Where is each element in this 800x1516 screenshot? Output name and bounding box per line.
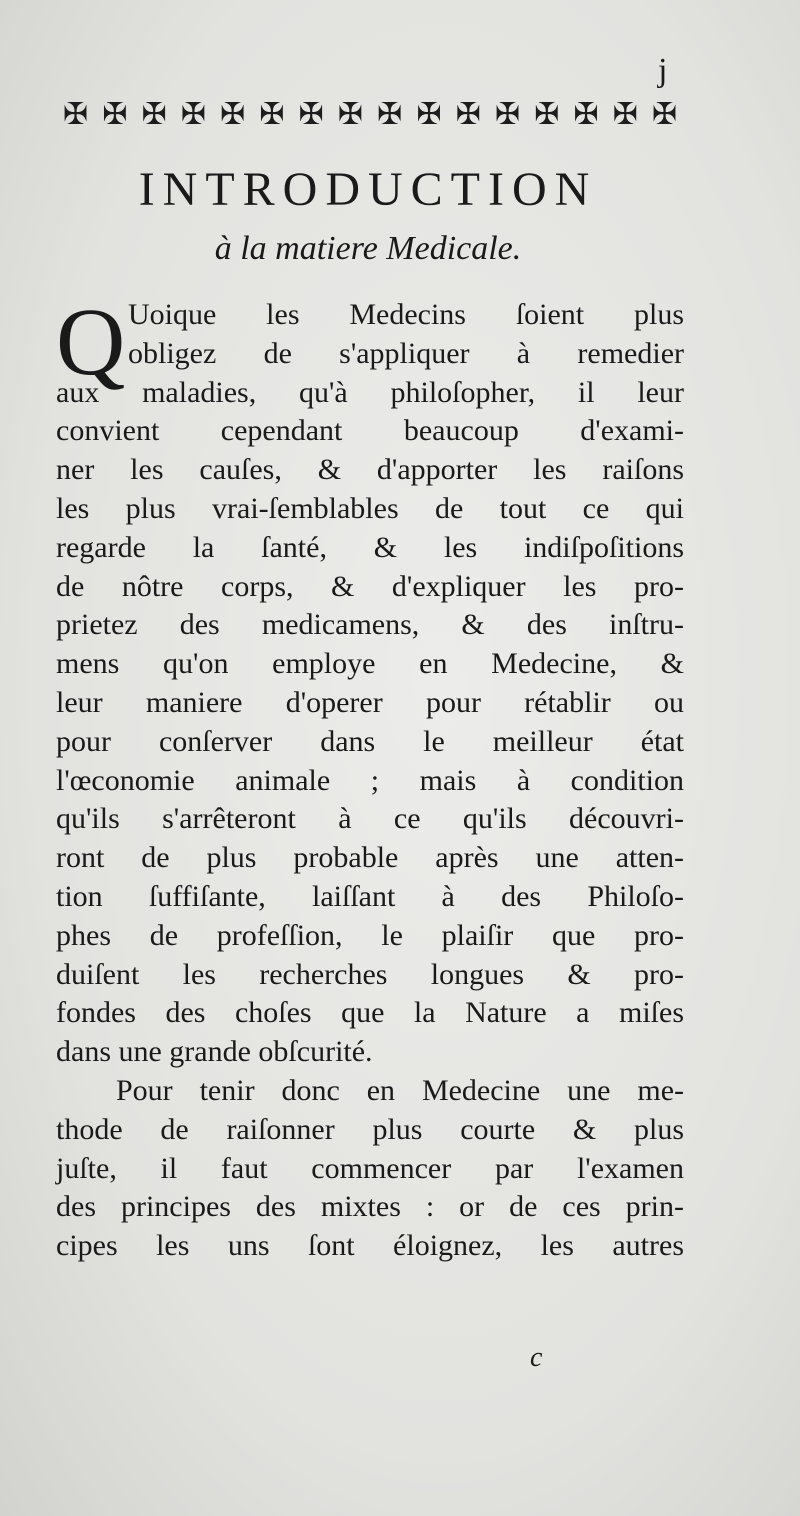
text-line: cipes les uns ſont éloignez, les autres (56, 1229, 684, 1263)
text-line: thode de raiſonner plus courte & plus (56, 1112, 684, 1146)
ornamental-band (56, 98, 684, 132)
text-line: juſte, il faut commencer par l'examen (56, 1151, 684, 1185)
ornament-icon: ✠ (612, 97, 638, 132)
text-line: regarde la ſanté, & les indiſpoſitions (56, 530, 684, 564)
text-line: les plus vrai-ſemblables de tout ce qui (56, 491, 684, 525)
text-line: Uoique les Medecins ſoient plus (128, 298, 684, 331)
ornament-icon: ✠ (102, 97, 128, 132)
text-line: phes de profeſſion, le plaiſir que pro- (56, 918, 684, 952)
text-line: prietez des medicamens, & des inſtru- (56, 608, 684, 642)
text-line: qu'ils s'arrêteront à ce qu'ils découvri- (56, 802, 684, 836)
ornament-icon: ✠ (62, 97, 89, 132)
body-text (56, 288, 684, 1266)
text-line: tion ſuffiſante, laiſſant à des Philoſo- (56, 879, 684, 913)
ornament-icon: ✠ (455, 97, 481, 132)
page-title: INTRODUCTION (138, 163, 598, 216)
text-line: ner les cauſes, & d'apporter les raiſons (56, 453, 684, 487)
text-line: aux maladies, qu'à philoſopher, il leur (56, 375, 684, 409)
ornament-icon: ✠ (494, 97, 520, 132)
text-line: ront de plus probable après une atten- (56, 841, 684, 875)
ornament-icon: ✠ (219, 97, 246, 132)
text-line: l'œconomie animale ; mais à condition (56, 763, 684, 797)
text-line: obligez de s'appliquer à remedier (128, 336, 684, 370)
text-line: duiſent les recherches longues & pro- (56, 957, 684, 991)
catchword: c (530, 1342, 543, 1373)
text-line: dans une grande obſcurité. (56, 1035, 373, 1069)
drop-cap: Q (56, 288, 126, 395)
folio-number: j (658, 52, 668, 89)
ornament-icon: ✠ (573, 97, 599, 132)
text-line: leur maniere d'operer pour rétablir ou (56, 685, 684, 719)
ornament-icon: ✠ (651, 97, 678, 132)
ornament-icon: ✠ (180, 97, 206, 132)
ornament-icon: ✠ (259, 97, 285, 132)
page-subtitle: à la matiere Medicale. (214, 230, 522, 267)
ornament-icon: ✠ (377, 97, 403, 132)
text-line: Pour tenir donc en Medecine une me- (116, 1073, 684, 1107)
ornament-icon: ✠ (534, 97, 560, 132)
text-line: de nôtre corps, & d'expliquer les pro- (56, 569, 684, 603)
text-line: convient cependant beaucoup d'exami- (56, 414, 684, 448)
text-line: des principes des mixtes : or de ces prin- (56, 1190, 684, 1224)
ornament-icon: ✠ (141, 97, 167, 132)
text-line: fondes des choſes que la Nature a miſes (56, 996, 684, 1030)
text-line: pour conſerver dans le meilleur état (56, 724, 684, 758)
ornament-icon: ✠ (298, 97, 324, 132)
ornament-icon: ✠ (337, 97, 363, 132)
ornament-icon: ✠ (416, 97, 442, 132)
text-line: mens qu'on employe en Medecine, & (56, 647, 684, 681)
